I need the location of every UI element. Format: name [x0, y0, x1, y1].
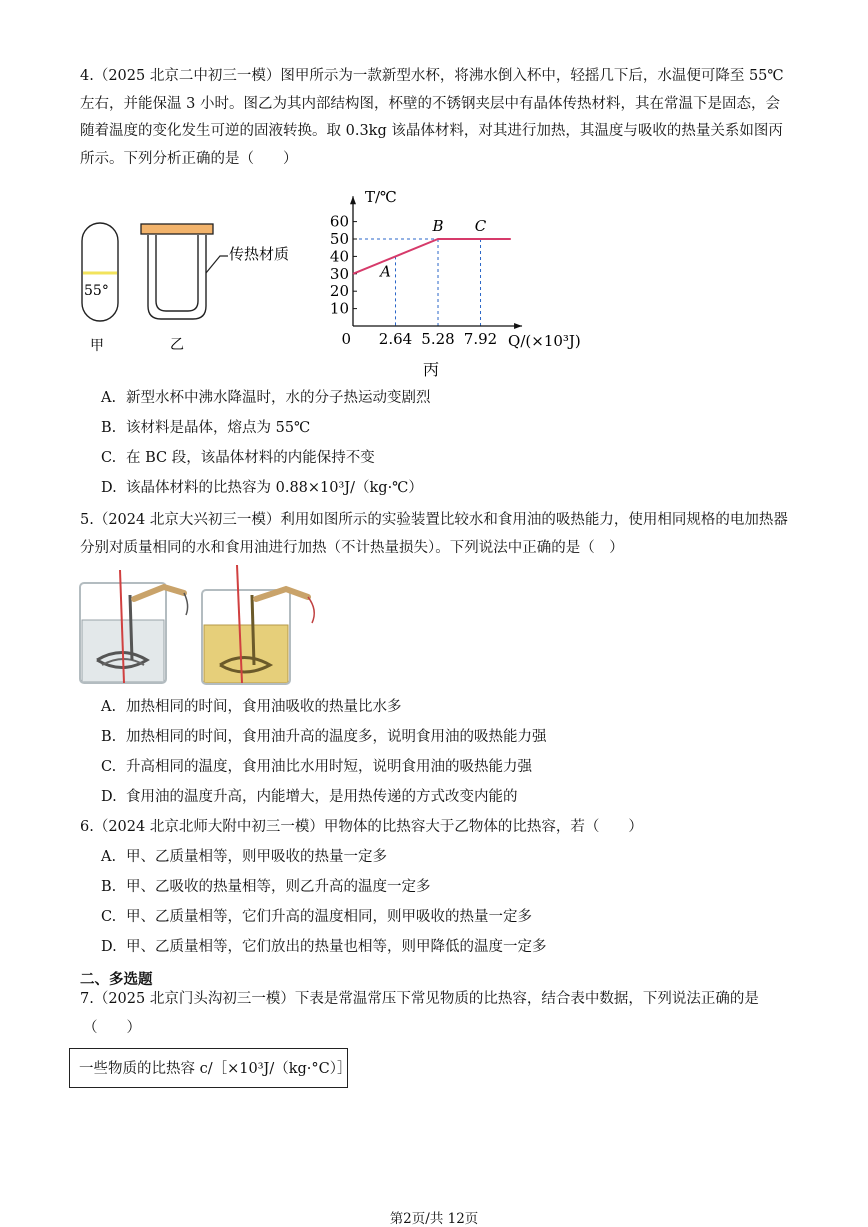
question-4-stem: 4.（2025 北京二中初三一模）图甲所示为一款新型水杯，将沸水倒入杯中，轻摇几下后，水温便可降至 55℃ 左右，并能保温 3 小时。图乙为其内部结构图，杯壁的不锈钢夹层中有晶体传热材料，其在常温下是固态，会随着温度的变化发生可逆的固液转换。取 0.3kg 该晶体材料，对其进行加热，其温度与吸收的热量关系如图丙所示。下列分析正确的是（ ）	[80, 68, 784, 167]
q4-option-c	[101, 448, 375, 468]
callout-line	[206, 256, 228, 273]
y-tick-label: 20	[329, 282, 349, 301]
y-tick-label: 50	[329, 230, 349, 248]
point-label: C	[474, 217, 487, 235]
x-axis-arrow	[514, 323, 522, 329]
figure-yi	[136, 218, 306, 358]
y-tick-label: 40	[329, 247, 349, 266]
q6-option-d	[101, 937, 547, 957]
x-tick-label: 5.28	[421, 330, 455, 348]
q4-option-b-text: 该材料是晶体，熔点为 55℃	[126, 420, 311, 436]
y-axis-arrow	[350, 196, 356, 204]
q6-option-a-letter: A.	[101, 849, 117, 865]
q5-option-c-letter: C.	[101, 759, 117, 775]
q4-option-a-letter: A.	[101, 390, 117, 406]
q5-option-a-text: 加热相同的时间，食用油吸收的热量比水多	[126, 699, 402, 715]
specific-heat-table	[69, 1048, 352, 1088]
q5-option-c	[101, 757, 532, 777]
cup-temperature: 55°	[84, 283, 109, 299]
q4-option-b-letter: B.	[101, 420, 117, 436]
beakers-photo	[72, 565, 332, 690]
question-7-stem: 7.（2025 北京门头沟初三一模）下表是常温常压下常见物质的比热容，结合表中数据，下列说法正确的是	[80, 991, 759, 1007]
question-6-stem: 6.（2024 北京北师大附中初三一模）甲物体的比热容大于乙物体的比热容，若（ ）	[80, 819, 643, 835]
origin-label: 0	[341, 330, 351, 348]
x-tick-label: 2.64	[378, 330, 413, 348]
page-footer: 第2页/共 12页	[389, 1211, 479, 1227]
q5-option-c-text: 升高相同的温度，食用油比水用时短，说明食用油的吸热能力强	[126, 759, 532, 775]
point-label: A	[380, 262, 391, 281]
cup-lid	[141, 224, 213, 234]
section-title-multiple-choice: 二、多选题	[80, 971, 153, 988]
y-tick-label: 30	[329, 264, 349, 283]
q5-option-d-text: 食用油的温度升高，内能增大，是用热传递的方式改变内能的	[126, 789, 518, 805]
q4-option-d-text: 该晶体材料的比热容为 0.88×10³J/（kg·℃）	[126, 480, 423, 496]
q5-option-a-letter: A.	[101, 699, 117, 715]
q6-option-d-letter: D.	[101, 939, 117, 955]
point-label: B	[432, 217, 444, 235]
figure-bing-chart	[320, 180, 600, 380]
q6-option-b-letter: B.	[101, 879, 117, 895]
cup-inner-wall	[156, 235, 198, 311]
table-header: 一些物质的比热容 c/［×10³J/（kg·°C）］	[79, 1061, 352, 1077]
figure-yi-label: 乙	[170, 337, 184, 353]
q5-option-b	[101, 727, 547, 747]
q5-option-d-letter: D.	[101, 789, 117, 805]
q4-option-c-letter: C.	[101, 450, 117, 466]
q6-option-b	[101, 877, 431, 897]
callout-label: 传热材质	[229, 245, 290, 263]
y-tick-label: 60	[329, 212, 349, 231]
question-7-paren: （ ）	[83, 1020, 141, 1036]
q5-option-d	[101, 787, 518, 807]
x-axis-label: Q/(×10³J)	[508, 332, 581, 350]
q4-option-d	[101, 478, 423, 498]
q6-option-a	[101, 847, 387, 867]
q6-option-a-text: 甲、乙质量相等，则甲吸收的热量一定多	[126, 849, 387, 865]
q6-option-b-text: 甲、乙吸收的热量相等，则乙升高的温度一定多	[126, 879, 431, 895]
q6-option-c-text: 甲、乙质量相等，它们升高的温度相同，则甲吸收的热量一定多	[126, 909, 532, 925]
q5-option-b-text: 加热相同的时间，食用油升高的温度多，说明食用油的吸热能力强	[126, 729, 547, 745]
question-5-stem: 5.（2024 北京大兴初三一模）利用如图所示的实验装置比较水和食用油的吸热能力，使用相同规格的电加热器分别对质量相同的水和食用油进行加热（不计热量损失）。下列说法中正确的是（ ）	[80, 512, 788, 556]
q6-option-c	[101, 907, 532, 927]
q4-option-a	[101, 388, 431, 408]
figure-bing-label: 丙	[423, 360, 440, 379]
q6-option-d-text: 甲、乙质量相等，它们放出的热量也相等，则甲降低的温度一定多	[126, 939, 547, 955]
q4-option-c-text: 在 BC 段，该晶体材料的内能保持不变	[126, 450, 375, 466]
q4-option-b	[101, 418, 310, 438]
figure-jia	[72, 215, 132, 355]
beaker-oil	[202, 565, 314, 684]
q6-option-c-letter: C.	[101, 909, 117, 925]
q5-option-b-letter: B.	[101, 729, 117, 745]
figure-jia-label: 甲	[90, 338, 104, 354]
q4-option-a-text: 新型水杯中沸水降温时，水的分子热运动变剧烈	[126, 390, 431, 406]
series-line	[353, 239, 511, 274]
q5-option-a	[101, 697, 402, 717]
y-tick-label: 10	[329, 299, 349, 318]
x-tick-label: 7.92	[463, 330, 498, 348]
beaker-water	[80, 570, 188, 683]
y-axis-label: T/℃	[365, 188, 397, 207]
q4-option-d-letter: D.	[101, 480, 117, 496]
